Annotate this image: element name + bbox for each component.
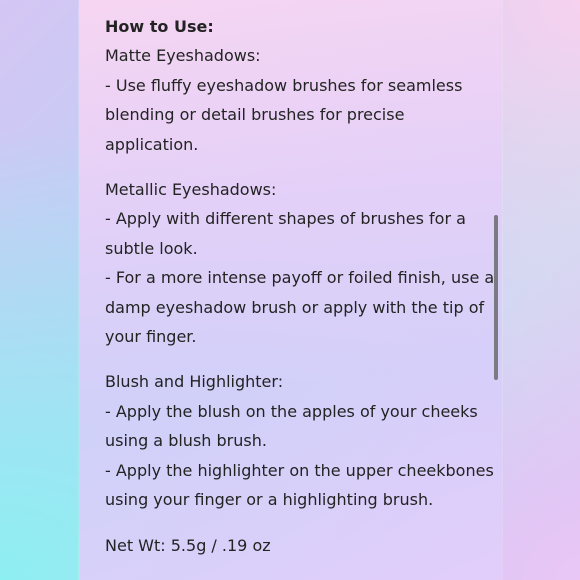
net-weight: Net Wt: 5.5g / .19 oz	[105, 535, 271, 555]
blush-line-1: - Apply the blush on the apples of your cheeks	[105, 401, 478, 421]
section-spacer	[105, 515, 485, 531]
blush-line-4: using your finger or a highlighting brush.	[105, 490, 434, 510]
metallic-line-3: - For a more intense payoff or foiled finish, use a	[105, 268, 495, 288]
blush-highlighter-title: Blush and Highlighter:	[105, 372, 284, 392]
how-to-use-heading: How to Use:	[105, 17, 214, 36]
text-panel[interactable]	[79, 0, 502, 580]
metallic-line-4: damp eyeshadow brush or apply with the tip of	[105, 297, 485, 317]
matte-line-2: blending or detail brushes for precise	[105, 105, 405, 125]
metallic-line-1: - Apply with different shapes of brushes for a	[105, 209, 466, 229]
matte-line-1: - Use fluffy eyeshadow brushes for seamless	[105, 75, 463, 95]
section-spacer	[105, 351, 485, 367]
metallic-line-5: your finger.	[105, 327, 197, 347]
matte-eyeshadows-title: Matte Eyeshadows:	[105, 46, 261, 66]
section-spacer	[105, 159, 485, 175]
product-description	[105, 12, 495, 560]
blush-line-2: using a blush brush.	[105, 431, 267, 451]
blush-line-3: - Apply the highlighter on the upper cheekbones	[105, 460, 494, 480]
vertical-scrollbar[interactable]	[494, 215, 498, 380]
matte-line-3: application.	[105, 134, 199, 154]
metallic-line-2: subtle look.	[105, 238, 198, 258]
metallic-eyeshadows-title: Metallic Eyeshadows:	[105, 180, 277, 200]
